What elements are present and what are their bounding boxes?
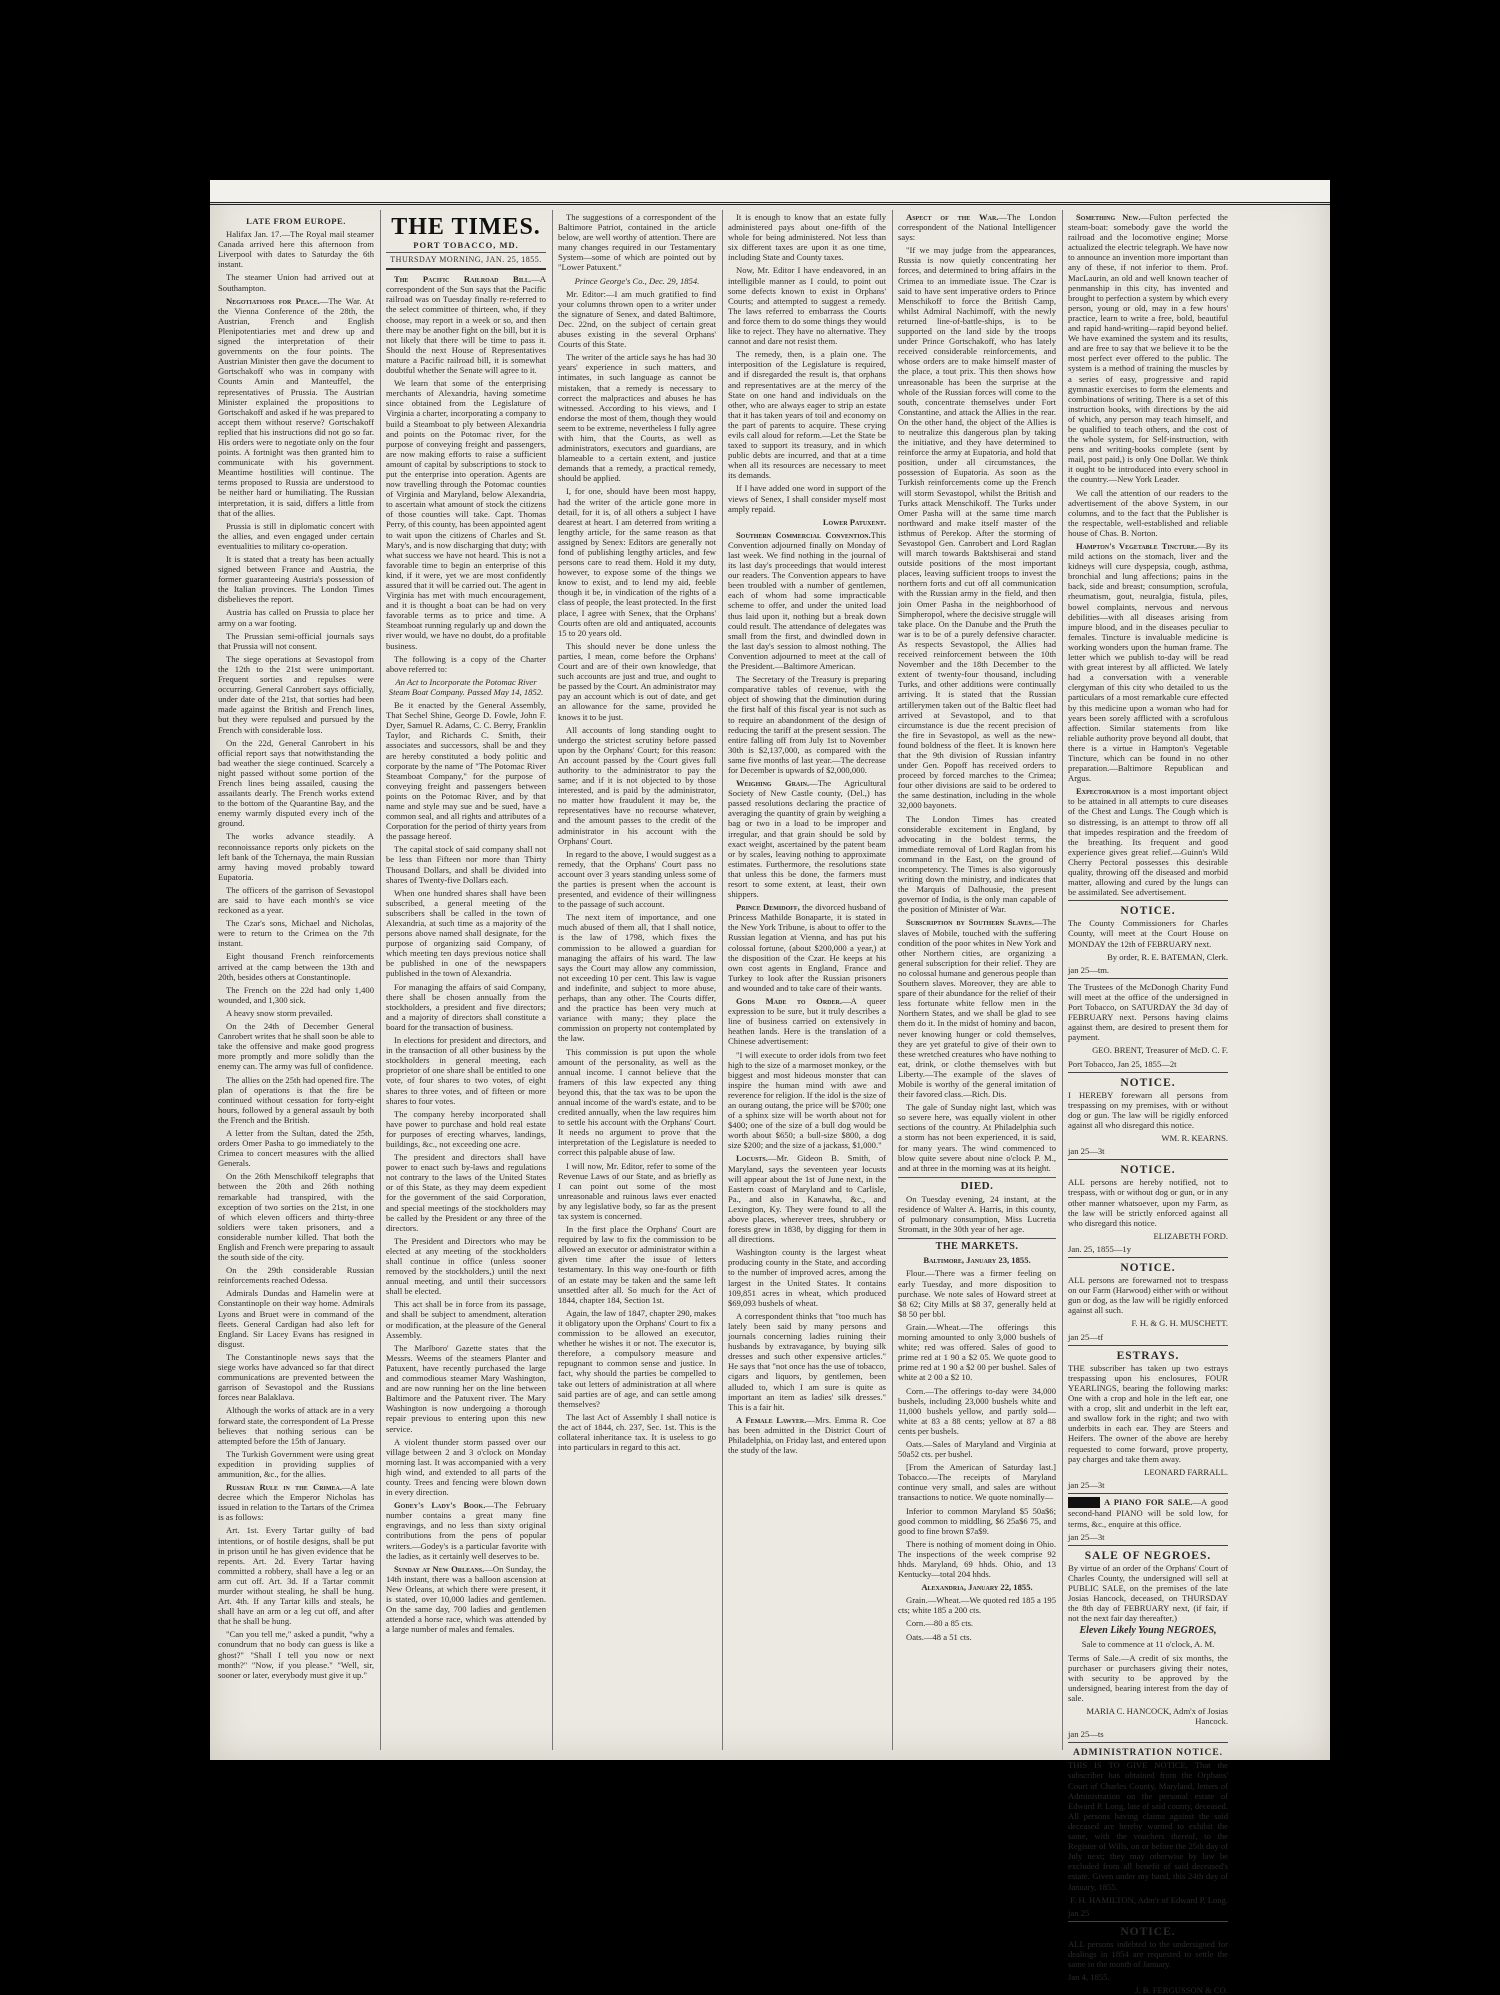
- ad-title: NOTICE.: [1120, 1164, 1176, 1177]
- ad-notice-kearns: [1068, 1072, 1228, 1157]
- lead-in: Southern Commercial Convention.: [736, 529, 871, 540]
- article-paragraph: The gale of Sunday night last, which was so severe here, was equally violent in other sections of the country. At Philadelphia such a storm has not been experienced, it is said, for many years. The wind commenced to blow quite severe about nine o'clock P. M., and at three in the morning was at its height.: [898, 1102, 1056, 1173]
- article-paragraph: "Can you tell me," asked a pundit, "why a conundrum that no body can guess is like a ghost?" "Shall I tell you now or next month?" "Now, if you please." "Well, sir, sooner or later, everybody must give it up.": [218, 1629, 374, 1680]
- ad-sale-of-negroes: [1068, 1545, 1228, 1740]
- ad-notice-ford: [1068, 1159, 1228, 1254]
- lead-in: Sunday at New Orleans.: [394, 1563, 485, 1574]
- market-dateline: Baltimore, January 23, 1855.: [923, 1255, 1031, 1266]
- piano-icon: [1068, 1497, 1100, 1508]
- article-paragraph: On the 22d, General Canrobert in his official report says that notwithstanding the bad weather the siege continued. Scarcely a night passed without some portion of the French lines being assailed, causing the assailants dearly. The French works extend to the bottom of the Quarantine Bay, and the enemy warmly disputed every inch of the ground.: [218, 737, 374, 829]
- lead-in: Locusts.: [736, 1153, 768, 1164]
- article-paragraph: A correspondent thinks that "too much has lately been said by many persons and journals concerning ladies ruining their husbands by extravagance, by buying silk dresses and such other expensive articles." He says that "not once has the use of tobacco, cigars and liquors, by gentlemen, been alluded to, which I am sure is quite as important an item as ladies' silk dresses." This is a fair hit.: [728, 1310, 886, 1412]
- article-paragraph: When one hundred shares shall have been subscribed, a general meeting of the subscribers shall be called in the town of Alexandria, at such time as a majority of the persons above named shall designate, for the purpose of organizing said Company, of which meeting ten days previous notice shall be published in one of the newspapers published in the town of Alexandria.: [386, 887, 546, 979]
- ad-piano-for-sale: [1068, 1493, 1228, 1542]
- article-paragraph: The following is a copy of the Charter above referred to:: [386, 653, 546, 674]
- article-paragraph: The President and Directors who may be elected at any meeting of the stockholders shall continue in office (unless sooner removed by the stockholders,) until the next annual meeting, and until their successors shall be elected.: [386, 1235, 546, 1297]
- ad-signature: ELIZABETH FORD.: [1153, 1230, 1228, 1241]
- ad-terms: Terms of Sale.—A credit of six months, the purchaser or purchasers giving their notes, with security to be approved by the undersigned, bearing interest from the day of sale.: [1068, 1652, 1228, 1703]
- article-paragraph: Art. 1st. Every Tartar guilty of bad intentions, or of hostile designs, shall be put in prison until he has given evidence that he repents. Art. 2d. Every Tartar having committed a robbery, shall have a leg or an arm cut off. Art. 3d. If a Tartar commit murder without stealing, he shall be hung. Art. 4th. If any Tartar kills and steals, he shall have an arm or a leg cut off, and after that he shall be hung.: [218, 1525, 374, 1627]
- article-paragraph: On the 24th of December General Canrobert writes that he shall soon be able to take the offensive and make good progress more promptly and more solidly than the enemy can. The army was full of confidence.: [218, 1021, 374, 1072]
- market-report: Grain.—Wheat.—The offerings this morning amounted to only 3,000 bushels of white; red was offered. Sales of good to prime red at 1 90 a $2 05. We quote good to prime red at 1 90 a $2 00 per bushel. Sales of white at 2 00 a $2 10.: [898, 1321, 1056, 1383]
- article-paragraph: The last Act of Assembly I shall notice is the act of 1844, ch. 237, Sec. 1st. This is the collateral inheritance tax. It is useless to go into particulars in regard to this act.: [558, 1411, 716, 1453]
- lead-in: The Pacific Railroad Bill.: [394, 274, 532, 285]
- article-paragraph: [218, 296, 374, 518]
- article-paragraph: [1068, 541, 1228, 783]
- column-3: [558, 212, 716, 1760]
- article-paragraph: Eight thousand French reinforcements arrived at the camp between the 13th and 20th, besides others at Constantinople.: [218, 951, 374, 982]
- newspaper-page: [210, 180, 1330, 1995]
- ad-title: A PIANO FOR SALE.: [1104, 1496, 1193, 1507]
- article-paragraph: [728, 902, 886, 993]
- lead-in: Subscription by Southern Slaves.: [906, 917, 1035, 928]
- column-2: [386, 212, 546, 1760]
- article-paragraph: "I will execute to order idols from two feet high to the size of a marmoset monkey, or the biggest and most hideous monster that can inspire the human mind with awe and reverence for religion. If the idol is the size of an ourang outang, the price will be $700; one of a sphinx size will be worth about not for $400; one of the size of a bull dog would be worth about $650; a bull-size $800, a dog size $200; and the size of a jackass, $1,000.": [728, 1049, 886, 1151]
- article-paragraph: The suggestions of a correspondent of the Baltimore Patriot, contained in the article below, are well worthy of attention. There are many changes required in our Testamentary System—some of which are pointed out by "Lower Patuxent.": [558, 212, 716, 273]
- paragraph-text: —Mrs. Emma R. Coe has been admitted in the District Court of Philadelphia, on Friday last, and entered upon the study of the law.: [728, 1414, 886, 1456]
- article-paragraph: The steamer Union had arrived out at Southampton.: [218, 272, 374, 293]
- column-6: [1068, 212, 1229, 1995]
- ad-date: jan 25—tf: [1068, 1331, 1104, 1342]
- article-paragraph: Admirals Dundas and Hamelin were at Constantinople on their way home. Admirals Lyons and Bruet were in command of the fleets. General Cardigan had also left for England. Sir Lacey Evans has resigned in disgust.: [218, 1288, 374, 1349]
- ad-subtitle: Eleven Likely Young NEGROES,: [1079, 1625, 1217, 1637]
- paragraph-text: —A late decree which the Emperor Nicholas has issued in relation to the Tartars of the Crimea is as follows:: [218, 1482, 374, 1523]
- ad-title: NOTICE.: [1120, 1076, 1176, 1089]
- column-divider: [552, 210, 553, 1750]
- act-title: An Act to Incorporate the Potomac River Steam Boat Company. Passed May 14, 1852.: [388, 676, 544, 697]
- market-report: [From the American of Saturday last.] Tobacco.—The receipts of Maryland continue very small, and sales are without transactions to notice. We quote nominally—: [898, 1462, 1056, 1503]
- ad-date: Jan. 25, 1855—1y: [1068, 1243, 1132, 1254]
- masthead-title: THE TIMES.: [391, 214, 541, 240]
- ad-signature: WM. R. KEARNS.: [1161, 1133, 1228, 1144]
- article-paragraph: The allies on the 25th had opened fire. The plan of operations is that the fire be continued without cessation for forty-eight hours, followed by a general assault by both the French and the British.: [218, 1074, 374, 1125]
- markets-heading: THE MARKETS.: [898, 1238, 1056, 1252]
- ad-signature: LEONARD FARRALL.: [1144, 1466, 1228, 1477]
- article-paragraph: The Marlboro' Gazette states that the Messrs. Weems of the steamers Planter and Patuxent, have recently purchased the large and commodious steamer Mary Washington, and are now running her on the line between Baltimore and the Patuxent river. The Mary Washington is now undergoing a thorough repair previous to entering upon this new service.: [386, 1342, 546, 1434]
- article-paragraph: [386, 274, 546, 375]
- market-dateline: Alexandria, January 22, 1855.: [921, 1582, 1033, 1593]
- article-paragraph: This should never be done unless the parties, I mean, come before the Orphans' Court and are of their own knowledge, that such accounts are just and true, and ought to be passed by the Court. An administrator may pay an account which is out of date, and get an allowance for the same, provided he knows it to be just.: [558, 640, 716, 722]
- article-paragraph: We call the attention of our readers to the advertisement of the above System, in our columns, and to the fact that the Publisher is the respectable, well-established and reliable house of Chas. B. Norton.: [1068, 487, 1228, 538]
- market-report: Oats.—Sales of Maryland and Virginia at 50a52 cts. per bushel.: [898, 1438, 1056, 1460]
- obituary: On Tuesday evening, 24 instant, at the residence of Walter A. Harris, in this county, of pulmonary consumption, Miss Lucretia Stromatt, in the 30th year of her age.: [898, 1193, 1056, 1235]
- article-paragraph: [728, 996, 886, 1046]
- article-paragraph: Austria has called on Prussia to place her army on a war footing.: [218, 607, 374, 628]
- ad-body: The Trustees of the McDonogh Charity Fund will meet at the office of the undersigned in Port Tobacco, on SATURDAY the 3d day of FEBRUARY next. Persons having claims against them, are desired to present them for payment.: [1068, 981, 1228, 1043]
- lead-in: Something New.: [1076, 212, 1141, 222]
- column-4: [728, 212, 886, 1760]
- paragraph-text: —Fulton perfected the steam-boat: somebody gave the world the railroad and the locomotive engine; Morse actualized the electric telegraph. We have now to announce an invention more important than any of these, if not inferior to them. Prof. MacLaurin, an old and well known teacher of penmanship in this city, has invented and brought to perfection a system by which every person, young or old, may in a few hours' practice, learn to write a free, bold, beautiful and rapid hand-writing—rapid beyond belief. We have examined the system and its results, and are free to say that we believe it to be the most perfect ever offered to the public. The system is a method of training the muscles by a series of easy, progressive and rapid gymnastic exercises to form the elements and combinations of writing. There is a set of this instruction books, with directions by the aid of which, any person may teach himself, and be qualified to teach others, and the cost of the whole system, for Self-instruction, with pens and writing-books complete (sent by mail, post paid,) is only One Dollar. We think it ought to be introduced into every school in the country.—New York Leader.: [1068, 212, 1228, 485]
- article-paragraph: The Czar's sons, Michael and Nicholas, were to return to the Crimea on the 7th instant.: [218, 918, 374, 949]
- paragraph-text: is a most important object to be attained in all attempts to cure diseases of the Chest and Lungs. The Cough which is so distressing, is an attempt to throw off all that impedes respiration and the freedom of the breathing. Its frequent and good experience gives great relief.—Guinn's Wild Cherry Pectoral possesses this desirable quality, throwing off the diseased and morbid matter, allowing and cured by the lungs can be assimilated. See advertisement.: [1068, 786, 1229, 898]
- article-paragraph: It is stated that a treaty has been actually signed between France and Austria, the former guaranteeing Austria's possession of the Italian provinces. The London Times disbelieves the report.: [218, 554, 374, 605]
- article-paragraph: We learn that some of the enterprising merchants of Alexandria, having sometime since obtained from the Legislature of Virginia a charter, incorporating a company to build a Steamboat to ply between Alexandria and points on the Potomac river, for the purpose of conveying freight and passengers, are now making efforts to raise a sufficient amount of capital by subscriptions to stock to put the enterprise into operation. Agents are now travelling through the Potomac counties of Virginia and Maryland, below Alexandria, to ascertain what amount of stock the citizens of those counties will take. Capt. Thomas Perry, of this county, has been appointed agent to wait upon the citizens of Charles and St. Mary's, and is now discharging that duty; with what success we have not heard. This is not a favorable time to begin an enterprise of this kind, if it were, yet we are most confidently assured that it will be carried out. The agent in Virginia has met with much encouragement, and it is thought a boat can be had on very favorable terms as to price and time. A Steamboat running regularly up and down the river would, we have no doubt, do a profitable business.: [386, 378, 546, 651]
- heading-late-from-europe: LATE FROM EUROPE.: [246, 216, 346, 226]
- article-paragraph: Halifax Jan. 17.—The Royal mail steamer Canada arrived here this afternoon from Liverpool with dates to Saturday the 6th instant.: [218, 229, 374, 270]
- ad-signature: F. H. & G. H. MUSCHETT.: [1131, 1318, 1228, 1329]
- article-paragraph: Now, Mr. Editor I have endeavored, in an intelligible manner as I could, to point out some defects known to exist in Orphans' Courts; and attempted to suggest a remedy. The laws referred to embarrass the Courts and force them to do some things they would like to reject. They have no alternative. They cannot and dare not resist them.: [728, 265, 886, 347]
- market-report: Flour.—There was a firmer feeling on early Tuesday, and more disposition to purchase. We note sales of Howard street at $8 62; City Mills at $8 37, generally held at $8 50 per bbl.: [898, 1268, 1056, 1319]
- ad-date: Port Tobacco, Jan 25, 1855—2t: [1068, 1058, 1177, 1069]
- article-paragraph: Again, the law of 1847, chapter 290, makes it obligatory upon the Orphans' Court to fix a commission to be allowed an executor, whether he wishes it or not. The executor is, therefore, a compulsory measure and repugnant to common sense and justice. In fact, why should the parties be compelled to take out letters of administration at all where said parties are of age, and can settle among themselves?: [558, 1307, 716, 1409]
- top-rule: [210, 202, 1330, 205]
- ad-notice-trustees: [1068, 978, 1228, 1069]
- ad-body: ALL persons indebted to the undersigned for dealings in 1854 are requested to settle the same in the month of January.: [1068, 1938, 1228, 1970]
- article-paragraph: The London Times has created considerable excitement in England, by advocating in the boldest terms, the immediate removal of Lord Raglan from his command in the East, on the ground of incompetency. The Times is also vigorously writing down the ministry, and indicates that the Marquis of Dalhousie, the present governor of India, is the only man capable of the position of Minister of War.: [898, 813, 1056, 915]
- ad-signature: MARIA C. HANCOCK, Adm'x of Josias Hancock.: [1086, 1706, 1228, 1727]
- paragraph-text: —The London correspondent of the National Intelligencer says:: [898, 212, 1057, 243]
- column-divider: [380, 210, 381, 1750]
- paragraph-text: the divorced husband of Princess Mathilde Bonaparte, it is stated in the New York Tribune, is about to offer to the Russian legation at Vienna, and has put his colossal fortune, (about $200,000 a year,) at the disposition of the Czar. He keeps at his own cost agents in England, France and Turkey to look after the Russian prisoners and wounded and to take care of their wants.: [728, 902, 887, 993]
- article-paragraph: The remedy, then, is a plain one. The interposition of the Legislature is required, and if disregarded the result is, that orphans and representatives are at the mercy of the State on one hand and individuals on the other, who are always eager to strip an estate that it has taken years of toil and economy on the part of parents to acquire. These crying evils call aloud for reform.—Let the State be taxed to support its treasury, and in which public debts are incurred, and that at a time when all its resources are necessary to meet its demands.: [728, 349, 886, 481]
- article-paragraph: In the first place the Orphans' Court are required by law to fix the commission to be allowed an executor or administrator within a given time after the issue of letters testamentary. In this way one-fourth or fifth of an estate may be taken and the same left unsettled after all. So much for the Act of 1844, chapter 184, Section 1st.: [558, 1224, 716, 1305]
- article-paragraph: [728, 778, 886, 899]
- paragraph-text: —A correspondent of the Sun says that the Pacific railroad was on Tuesday finally re-referred to the select committee of thirteen, who, if they choose, may report in a week or so, and then there may be another fight on the bill, but it is not likely that there will be time to pass it. Should the next House of Representatives mature a Pacific railroad bill, it is somewhat doubtful whether the Senate will agree to it.: [386, 274, 546, 376]
- column-divider: [1062, 210, 1063, 1750]
- ad-date: jan 25—3t: [1068, 1531, 1105, 1542]
- article-paragraph: The Turkish Government were using great expedition in providing supplies of ammunition, &c., for the allies.: [218, 1448, 374, 1479]
- paragraph-text: —The slaves of Mobile, touched with the suffering condition of the poor whites in New York and other Northern cities, are organizing a general subscription for their relief. They are no colossal humane and generous people than Southern slaves. Moreover, they are able to spare of their abundance for the relief of their less fortunate white fellow men in the Northern States, and we shall be glad to see them do it. In the midst of hominy and bacon, never knowing hunger or cold themselves, they are yet grateful to give of their own to these wretched creatures who have nothing to eat, drink, or clothe themselves with but Liberty.—The example of the slaves of Mobile is worthy of the general imitation of their favored class.—Rich. Dis.: [898, 917, 1056, 1100]
- lead-in: Aspect of the War.: [906, 212, 999, 222]
- article-paragraph: A letter from the Sultan, dated the 25th, orders Omer Pasha to go immediately to the Crimea to concert measures with the allied Generals.: [218, 1127, 374, 1169]
- ad-notice-muschett: [1068, 1257, 1228, 1342]
- article-paragraph: Be it enacted by the General Assembly, That Sechel Shine, George D. Fowle, John F. Dyer, Samuel R. Adams, C. C. Berry, Franklin Taylor, and Richards C. Smith, their associates and successors, shall be and they are hereby constituted a body politic and corporate by the name of "The Potomac River Steamboat Company," for the purpose of conveying freight and passengers between points on the Potomac River, and by that name and style may sue and be sued, have a common seal, and all rights and attributes of a Corporation for the period of thirty years from the passage hereof.: [386, 700, 546, 842]
- died-heading: DIED.: [898, 1177, 1056, 1191]
- market-report: There is nothing of moment doing in Ohio. The inspections of the week comprise 92 hhds. Maryland, 69 hhds. Ohio, and 13 Kentucky—total 204 hhds.: [898, 1538, 1056, 1580]
- ad-notice-fergusson: [1068, 1921, 1228, 1995]
- ad-date: Jan 4, 1855.: [1068, 1972, 1110, 1983]
- article-paragraph: [728, 530, 886, 671]
- ad-title: SALE OF NEGROES.: [1084, 1549, 1212, 1562]
- article-paragraph: Prussia is still in diplomatic concert with the allies, and even engaged under certain eventualities to military co-operation.: [218, 520, 374, 551]
- article-paragraph: The officers of the garrison of Sevastopol are said to have each month's se vice reckoned as a year.: [218, 884, 374, 916]
- paragraph-text: —The Agricultural Society of New Castle county, (Del.,) has passed resolutions declaring the practice of averaging the quantity of grain by weighing a bag or two in a load to be improper and irregular, and that grain should be sold by exact weight, ascertained by the patent beam or by scales, leaving nothing to approximate estimates. Furthermore, the resolutions state that unless this be done, the farmers must resort to some extent, at least, their own shippers.: [728, 778, 886, 900]
- article-paragraph: On the 29th considerable Russian reinforcements reached Odessa.: [218, 1265, 374, 1286]
- ad-title: ESTRAYS.: [1116, 1349, 1180, 1362]
- article-paragraph: "If we may judge from the appearances, Russia is now quietly concentrating her forces, and determined to bring affairs in the Crimea to an immediate issue. The Czar is said to have sent imperative orders to Prince Menschikoff to force the British Camp, whilst Admiral Nachimoff, with the newly returned line-of-battle-ships, is to be supported on the land side by the troops under Prince Gortschakoff, who has lately received considerable reinforcements, and whose orders are to make himself master of the place, a tout prix. This then shows how unreasonable has been the surprise at the whole of the Russian forces will come to the south, concentrate themselves under Fort Constantine, and attack the Allies in the rear. On the other hand, the object of the Allies is to neutralize this dangerous plan by taking the initiative, and they have determined to reinforce the army at Eupatoria, and hold that position, under all circumstances, the possession of Eupatoria. As soon as the Turkish reinforcements come up the French will storm Sevastopol, whilst the British and Turks attack Menschikoff. The Turks under Omer Pasha will at the same time march northward and make itself master of the isthmus of Perekop. After the storming of Sevastopol Gen. Canrobert and Lord Raglan will march towards Baktshiserai and stand outside positions of the most important places, leaving sufficient troops to invest the northern forts and cut off all communication with the Russian army in the field, and then join Omer Pasha in the neighborhood of Simpheropol, where the decisive struggle will take place. On the Danube and the Pruth the war is to be of a purely defensive character. As respects Sevastopol, the Allies had received reinforcement between the 10th November and the 18th December to the extent of twenty-four thousand, including Turks, and other additions were continually arriving. It is stated that the Russian artillerymen taken out of the Baltic fleet had arrived at Sevastopol, and to that circumstance is due the recent precision of the fire in Sevastopol, as well as the new-found boldness of the fleet. It is known here that the 9th division of Russian infantry under Gen. Popoff has received orders to proceed by forced marches to the Crimea; four other divisions are said to be ordered to the same destination, including in the whole 32,000 bayonets.: [898, 245, 1056, 811]
- ad-signature: F. H. HAMILTON, Adm'r of Edward P. Long.: [1070, 1894, 1228, 1905]
- article-paragraph: [1068, 786, 1228, 897]
- article-paragraph: All accounts of long standing ought to undergo the strictest scrutiny before passed upon by the Orphans' Court; for this reason: An account passed by the Court gives full authority to the administrator to pay the same; and if it is not objected to by those interested, and is paid by the administrator, no matter how fraudulent it may be, the representatives have no recourse whatever, and the amount passes to the credit of the administrator in his account with the Orphans' Court.: [558, 724, 716, 846]
- ad-date: jan 25—ts: [1068, 1729, 1104, 1740]
- article-paragraph: The Prussian semi-official journals says that Prussia will not consent.: [218, 630, 374, 651]
- article-paragraph: I will now, Mr. Editor, refer to some of the Revenue Laws of our State, and as briefly as I can point out some of the most unreasonable and ruinous laws ever enacted by any legislative body, so far as the present tax system is concerned.: [558, 1160, 716, 1221]
- article-paragraph: [218, 1482, 374, 1522]
- lead-in: Prince Demidoff,: [736, 902, 800, 913]
- article-paragraph: The writer of the article says he has had 30 years' experience in such matters, and intimates, in such language as cannot be mistaken, that a remedy is necessary to correct the malpractices and abuses he has witnessed. According to his views, and I endorse the most of them, though they would seem to be extreme, nevertheless I fully agree with him, that the Courts, as well as administrators, executors and guardians, are blameable to a certain extent, and justice demands that a remedy, a practical remedy, should be applied.: [558, 352, 716, 484]
- paragraph-text: —The War. At the Vienna Conference of the 28th, the Austrian, French and English Plenipotentiaries met and drew up and signed the interpretation of their governments on the four points. The Austrian Minister then gave the document to Gortschakoff who was in company with Counts Amin and Manteuffel, the representatives of Prussia. The Austrian Minister explained the propositions to Gortschakoff and asked if he was prepared to accept them without reserve? Gortschakoff replied that his instructions did not go so far. His orders were to negotiate only on the four points. A fortnight was then granted him to communicate with his government. Meantime hostilities will continue. The terms proposed to Russia are understood to be neither hard or humiliating. The Russian interpretation, it is said, differs a little from that of the allies.: [218, 295, 374, 518]
- article-paragraph: A heavy snow storm prevailed.: [226, 1007, 333, 1018]
- ad-signature: J. B. FERGUSSON & CO.: [1135, 1985, 1228, 1995]
- article-paragraph: The Constantinople news says that the siege works have advanced so far that direct communications are prevented between the garrison of Sevastopol and the Russians forces near Balaklava.: [218, 1351, 374, 1403]
- paragraph-text: This Convention adjourned finally on Monday of last week. We find nothing in the journal of its last day's proceedings that would interest our readers. The Convention appears to have been troubled with a number of gentlemen, each of whom had some impracticable scheme to offer, and under the united load thus laid upon it, nothing but a break down could result. The attendance of delegates was small from the first, and dwindled down in the last day's session to almost nothing. The Convention adjourned to meet at the call of the President.—Baltimore American.: [728, 529, 886, 672]
- ad-date: jan 25—tm.: [1068, 964, 1110, 975]
- article-paragraph: [1068, 212, 1228, 485]
- article-paragraph: The siege operations at Sevastopol from the 12th to the 21st were unimportant. Frequent sorties and repulses were occurring. General Canrobert says officially, under date of the 21st, that sorties had been made against the British and French lines, but they were repulsed and pursued by the French with considerable loss.: [218, 653, 374, 735]
- article-paragraph: This act shall be in force from its passage, and shall be subject to amendment, alteration or modification, at the pleasure of the General Assembly.: [386, 1299, 546, 1340]
- ad-notice-commissioners: [1068, 900, 1228, 975]
- lead-in: Weighing Grain.: [736, 778, 810, 789]
- dateline: Prince George's Co., Dec. 29, 1854.: [574, 275, 700, 286]
- market-report: Corn.—The offerings to-day were 34,000 bushels, including 23,000 bushels white and 11,000 bushels yellow, and partly sold—white at 83 a 88 cents; yellow at 87 a 88 cents per bushels.: [898, 1385, 1056, 1436]
- ad-signature: By order, R. E. BATEMAN, Clerk.: [1107, 951, 1228, 962]
- ad-title: NOTICE.: [1120, 1925, 1176, 1938]
- article-paragraph: [898, 212, 1056, 242]
- article-paragraph: On the 26th Menschikoff telegraphs that between the 20th and 26th nothing remarkable had transpired, with the exception of two sorties on the 21st, in one of which eleven officers and thirty-three soldiers were taken prisoners, and a considerable number killed. That both the English and French were preparing to assault the south side of the city.: [218, 1171, 374, 1263]
- ad-body: ALL persons are forewarned not to trespass on our Farm (Harwood) either with or without gun or dog, as the law will be rigidly enforced against all such.: [1068, 1275, 1228, 1316]
- article-paragraph: The works advance steadily. A reconnoissance reports only pickets on the left bank of the Tchernaya, the main Russian army having moved probably toward Eupatoria.: [218, 831, 374, 882]
- article-paragraph: [728, 1415, 886, 1455]
- market-report: Corn.—80 a 85 cts.: [906, 1618, 974, 1629]
- article-paragraph: The French on the 22d had only 1,400 wounded, and 1,300 sick.: [218, 984, 374, 1005]
- article-paragraph: The president and directors shall have power to enact such by-laws and regulations not contrary to the laws of the United States or of this State, as they may deem expedient for the government of the said Corporation, and special meetings of the stockholders may be called by the President or any three of the directors.: [386, 1152, 546, 1233]
- paragraph-text: —Mr. Gideon B. Smith, of Maryland, says the seventeen year locusts will appear about the 1st of June next, in the Eastern coast of Maryland and to Carlisle, Pa., and also in Kanawha, &c., and Lexington, Ky. They were found to all the above places, wherever trees, shrubbery or forests grew in 1838, by digging for them in all directions.: [728, 1153, 886, 1245]
- article-paragraph: In elections for president and directors, and in the transaction of all other business by the stockholders in general meeting, each proprietor of one share shall be entitled to one vote, of four shares to two votes, of eight shares to three votes, and of fifteen or more shares to four votes.: [386, 1035, 546, 1106]
- article-paragraph: [728, 1153, 886, 1244]
- paragraph-text: —On Sunday, the 14th instant, there was a balloon ascension at New Orleans, at which there were present, it is stated, over 10,000 ladies and gentlemen. On the same day, 700 ladies and gentlemen attended a horse race, which was attended by a large number of males and females.: [386, 1563, 546, 1635]
- ad-title: NOTICE.: [1120, 1262, 1176, 1274]
- article-paragraph: For managing the affairs of said Company, there shall be chosen annually from the stockholders, a president and five directors; and a majority of directors shall constitute a board for the transaction of business.: [386, 981, 546, 1032]
- ad-title: ADMINISTRATION NOTICE.: [1072, 1748, 1224, 1759]
- column-divider: [722, 210, 723, 1750]
- ad-body: I HEREBY forewarn all persons from trespassing on my premises, with or without dog or gun. The law will be rigidly enforced against all who disregard this notice.: [1068, 1089, 1228, 1130]
- lead-in: Hampton's Vegetable Tincture.: [1076, 541, 1198, 551]
- ad-administration-notice: [1068, 1742, 1228, 1918]
- ad-time: Sale to commence at 11 o'clock, A. M.: [1081, 1639, 1215, 1650]
- market-report: Oats.—48 a 51 cts.: [906, 1631, 972, 1642]
- ad-date: jan 25—3t: [1068, 1146, 1105, 1157]
- ad-title: NOTICE.: [1120, 905, 1176, 918]
- lead-in: Expectoration: [1076, 786, 1131, 797]
- article-paragraph: The company hereby incorporated shall have power to purchase and hold real estate for purposes of erecting wharves, landings, buildings, &c., not exceeding one acre.: [386, 1108, 546, 1149]
- paragraph-text: —By its mild actions on the stomach, liver and the kidneys will cure dyspepsia, cough, asthma, bronchial and lung affections; pains in the back, side and breast; consumption, scrofula, rheumatism, gout, neuralgia, fistula, piles, bowel complaints, nervous and nervous debilities—with all diseases arising from impure blood, and in the diseases peculiar to females. Tincture is invaluable medicine is working wonders upon the human frame. The letter which we publish to-day will be read with great interest by all afflicted. We lately had a conversation with a venerable clergyman of this city who detailed to us the particulars of a most remarkable cure effected by this medicine upon a woman who had for years been sorely afflicted with a scrofulous affection. Similar statements from like reliable authority prove beyond all doubt, that there is a virtue in Hampton's Vegetable Tincture, which can be found in no other preparation.—Baltimore Republican and Argus.: [1068, 541, 1229, 784]
- ad-date: jan 25—3t: [1068, 1479, 1105, 1490]
- ad-text: —A good second-hand PIANO will be sold low, for terms, &c., enquire at this office.: [1068, 1496, 1228, 1529]
- column-5: [898, 212, 1056, 1760]
- lead-in: Godey's Lady's Book.: [394, 1500, 486, 1511]
- signature: Lower Patuxent.: [822, 516, 886, 527]
- lead-in: Negotiations for Peace.: [226, 295, 320, 306]
- ad-body: THIS IS TO GIVE NOTICE, That the subscriber has obtained from the Orphans' Court of Charles County, Maryland, letters of Administration on the personal estate of Edward P. Long, late of said county, deceased. All persons having claims against the said deceased are hereby warned to exhibit the same, with the vouchers thereof, to the Register of Wills, on or before the 25th day of July next; they may otherwise by law be excluded from all benefit of said deceased's estate. Given under my hand, this 24th day of January, 1855.: [1068, 1760, 1228, 1892]
- masthead-place: PORT TOBACCO, MD.: [386, 240, 546, 253]
- article-paragraph: A violent thunder storm passed over our village between 2 and 3 o'clock on Monday morning last. It was accompanied with a very high wind, and extended to all parts of the county. Trees and fencing were blown down in every direction.: [386, 1436, 546, 1498]
- ad-body: [1068, 1497, 1228, 1529]
- ad-body: THE subscriber has taken up two estrays trespassing upon his enclosures, FOUR YEARLINGS, bearing the following marks: One with a crop and hole in the left ear, one with a crop, slit and underbit in the left ear, and swallow fork in the right; and two with underbits in each ear. They are Steers and Heifers. The owner of the above are hereby requested to come forward, prove property, pay charges and take them away.: [1068, 1362, 1228, 1464]
- paragraph-text: —The February number contains a great many fine engravings, and no less than sixty original contributions from the pens of popular writers.—Godey's is a particular favorite with the ladies, as it certainly well deserves to be.: [386, 1500, 546, 1561]
- ad-date: jan 25: [1068, 1907, 1090, 1918]
- article-paragraph: The capital stock of said company shall not be less than Fifteen nor more than Thirty Thousand Dollars, and shall be divided into shares of Twenty-five Dollars each.: [386, 844, 546, 885]
- article-paragraph: [386, 1564, 546, 1635]
- column-1: [218, 212, 374, 1760]
- article-paragraph: In regard to the above, I would suggest as a remedy, that the Orphans' Court pass no account over 3 years standing unless some of the parties is present when the account is presented, and evidence of their willingness to the passage of such account.: [558, 848, 716, 910]
- article-paragraph: The next item of importance, and one much abused of them all, that I shall notice, is the law of 1798, which fixes the commission to be allowed a guardian for managing the affairs of his ward. The law says the Court may allow any commission, not exceeding 10 per cent. This law is vague and indefinite, and subject to more abuse, perhaps, than any other. The Courts differ, and the practice has been very much at variance with many; they place the commission on property not contemplated by the law.: [558, 912, 716, 1044]
- article-paragraph: This commission is put upon the whole amount of the personality, as well as the annual income. I cannot believe that the framers of this law expected any thing beyond this, that the tax was to be upon the annual income of the ward's estate, and to be credited annually, when the law requires him to settle his account with the Orphans' Court. It needs no argument to prove that the interpretation of the Legislature is needed to correct this palpable abuse of law.: [558, 1046, 716, 1158]
- market-report: Inferior to common Maryland $5 50a$6; good common to middling, $6 25a$6 75, and good to fine brown $7a$9.: [898, 1505, 1056, 1536]
- ad-estrays: [1068, 1345, 1228, 1490]
- article-paragraph: If I have added one word in support of the views of Senex, I shall consider myself most amply repaid.: [728, 483, 886, 514]
- masthead-dateline: THURSDAY MORNING, JAN. 25, 1855.: [386, 253, 546, 270]
- article-paragraph: It is enough to know that an estate fully administered pays about one-fifth of the whole for being administered. Not less than six different taxes are upon it as one time, including State and County taxes.: [728, 212, 886, 263]
- article-paragraph: I, for one, should have been most happy, had the writer of the article gone more in detail, for it is, of all others a subject I have dearest at heart. I am deterred from writing a lengthy article, for the same reason as that assigned by Senex: Editors are generally not fond of publishing lengthy articles, and few persons care to read them. Hold it my duty, however, to expose some of the things we know to exist, and to lend my aid, feeble though it be, in vindication of the rights of a class of people, the least protected. In the first place, I agree with Senex, that the Orphans' Courts often are old and antiquated, accounts 15 to 20 years old.: [558, 486, 716, 638]
- ad-body: By virtue of an order of the Orphans' Court of Charles County, the undersigned will sell at PUBLIC SALE, on the premises of the late Josias Hancock, deceased, on THURSDAY the 8th day of FEBRUARY next, (if fair, if not the next fair day thereafter,): [1068, 1562, 1228, 1624]
- lead-in: Gods Made to Order.: [736, 996, 842, 1007]
- article-paragraph: The Secretary of the Treasury is preparing comparative tables of revenue, with the object of showing that the diminution during the first half of this fiscal year is not such as to require an abandonment of the design of reducing the tariff at the present session. The entire falling off from July 1st to November 30th is $2,137,000, as compared with the same five months of last year.—The decrease for December is upwards of $2,000,000.: [728, 674, 886, 775]
- article-paragraph: Although the works of attack are in a very forward state, the correspondent of La Presse believes that nothing serious can be attempted before the 15th of January.: [218, 1405, 374, 1446]
- article-paragraph: Mr. Editor:—I am much gratified to find your columns thrown open to a writer under the signature of Senex, and dated Baltimore, Dec. 22nd, on the subject of certain great abuses existing in the several Orphans' Courts of this State.: [558, 288, 716, 350]
- article-paragraph: [386, 1500, 546, 1561]
- article-paragraph: Washington county is the largest wheat producing county in the State, and according to the number of improved acres, among the largest in the United States. It contains 109,851 acres in wheat, which produced $69,093 bushels of wheat.: [728, 1247, 886, 1308]
- ad-body: ALL persons are hereby notified, not to trespass, with or without dog or gun, or in any other manner whatsoever, upon my Farm, as the law will be strictly enforced against all who disregard this notice.: [1068, 1177, 1228, 1228]
- ad-signature: GEO. BRENT, Treasurer of McD. C. F.: [1092, 1045, 1228, 1056]
- lead-in: Russian Rule in the Crimea.: [226, 1482, 343, 1493]
- column-divider: [892, 210, 893, 1750]
- ad-body: The County Commissioners for Charles County, will meet at the Court House on MONDAY the 12th of FEBRUARY next.: [1068, 918, 1228, 949]
- lead-in: A Female Lawyer.: [736, 1414, 807, 1425]
- paragraph-text: —A queer expression to be sure, but it truly describes a line of business carried on extensively in heathen lands. Here is the translation of a Chinese advertisement:: [728, 996, 887, 1047]
- market-report: Grain.—Wheat.—We quoted red 185 a 195 cts; white 185 a 200 cts.: [898, 1595, 1056, 1616]
- article-paragraph: [898, 917, 1056, 1099]
